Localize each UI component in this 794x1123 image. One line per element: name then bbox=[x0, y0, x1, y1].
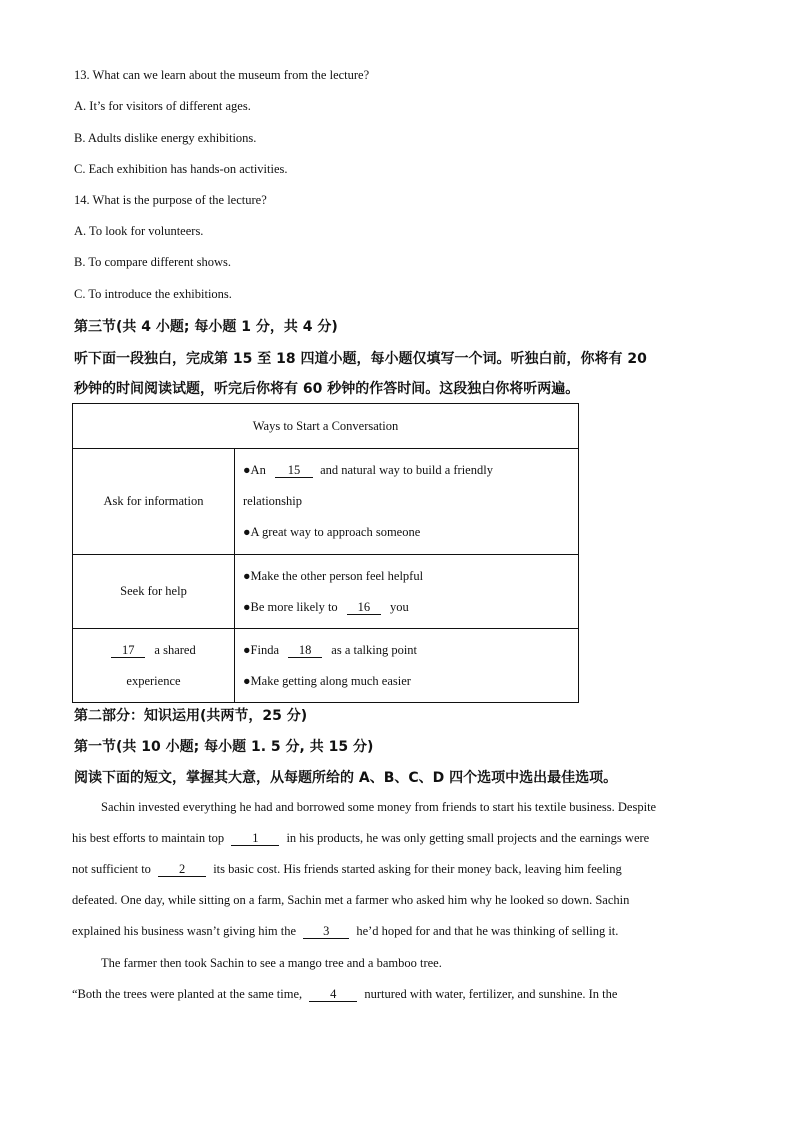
row-content-shared-experience bbox=[235, 629, 579, 703]
bullet-text: ●Make the other person feel helpful bbox=[243, 568, 424, 583]
passage-text: his best efforts to maintain top bbox=[72, 831, 225, 845]
blank-16[interactable]: 16 bbox=[347, 601, 381, 615]
passage-text: in his products, he was only getting small projects and the earnings were bbox=[286, 831, 650, 845]
q13-option-a: A. It’s for visitors of different ages. bbox=[74, 99, 251, 113]
conversation-table bbox=[72, 403, 579, 703]
passage-text: nurtured with water, fertilizer, and sunshine. In the bbox=[364, 987, 618, 1001]
row-label-shared-experience bbox=[73, 629, 235, 703]
bullet-text: ●Be more likely to bbox=[243, 599, 338, 614]
section3-instruction-line2: 秒钟的时间阅读试题，听完后你将有 60 秒钟的作答时间。这段独白你将听两遍。 bbox=[74, 381, 580, 397]
passage-text: “Both the trees were planted at the same time, bbox=[72, 987, 303, 1001]
q13-option-c: C. Each exhibition has hands-on activities. bbox=[74, 162, 288, 176]
section3-heading: 第三节(共 4 小题; 每小题 1 分，共 4 分) bbox=[74, 319, 338, 335]
q14-option-b: B. To compare different shows. bbox=[74, 255, 231, 269]
passage-line: defeated. One day, while sitting on a farm, Sachin met a farmer who asked him why he looked so down. Sachin bbox=[72, 893, 630, 907]
bullet-continuation: relationship bbox=[243, 494, 303, 508]
blank-17[interactable]: 17 bbox=[111, 644, 145, 658]
passage-line bbox=[72, 862, 622, 877]
passage-line: The farmer then took Sachin to see a mango tree and a bamboo tree. bbox=[101, 956, 442, 970]
table-title: Ways to Start a Conversation bbox=[73, 404, 579, 449]
passage-text: he’d hoped for and that he was thinking of selling it. bbox=[356, 924, 619, 938]
part2-instruction: 阅读下面的短文，掌握其大意，从每题所给的 A、B、C、D 四个选项中选出最佳选项。 bbox=[74, 770, 618, 786]
question-14: 14. What is the purpose of the lecture? bbox=[74, 193, 267, 207]
row-content-seek-help bbox=[235, 555, 579, 629]
passage-line: Sachin invested everything he had and borrowed some money from friends to start his textile business. Despite bbox=[101, 800, 657, 814]
passage-text: explained his business wasn’t giving him the bbox=[72, 924, 297, 938]
question-13: 13. What can we learn about the museum from the lecture? bbox=[74, 68, 370, 82]
passage-line bbox=[72, 987, 617, 1002]
bullet-text: ●An bbox=[243, 463, 266, 477]
bullet-text: and natural way to build a friendly bbox=[320, 463, 493, 477]
left-text: a shared bbox=[154, 642, 196, 657]
row-label-seek-help: Seek for help bbox=[73, 555, 235, 629]
bullet-text: ●Finda bbox=[243, 642, 280, 657]
table-row bbox=[73, 629, 579, 703]
q13-option-b: B. Adults dislike energy exhibitions. bbox=[74, 131, 257, 145]
bullet-text: ●Make getting along much easier bbox=[243, 673, 411, 688]
q14-option-a: A. To look for volunteers. bbox=[74, 224, 204, 238]
left-text: experience bbox=[126, 673, 181, 688]
blank-1[interactable]: 1 bbox=[231, 832, 279, 846]
passage-text: not sufficient to bbox=[72, 862, 151, 876]
blank-2[interactable]: 2 bbox=[158, 863, 206, 877]
table-row bbox=[73, 555, 579, 629]
table-row bbox=[73, 449, 579, 555]
part2-heading: 第二部分：知识运用(共两节，25 分) bbox=[74, 708, 308, 724]
q14-option-c: C. To introduce the exhibitions. bbox=[74, 287, 232, 301]
row-content-ask-information bbox=[235, 449, 579, 555]
blank-15[interactable]: 15 bbox=[275, 464, 313, 478]
passage-line bbox=[72, 924, 618, 939]
passage-line bbox=[72, 831, 649, 846]
blank-4[interactable]: 4 bbox=[309, 988, 357, 1002]
bullet-text: ●A great way to approach someone bbox=[243, 525, 421, 539]
row-label-ask-information: Ask for information bbox=[73, 449, 235, 555]
blank-18[interactable]: 18 bbox=[288, 644, 322, 658]
blank-3[interactable]: 3 bbox=[303, 925, 349, 939]
bullet-text: you bbox=[389, 599, 409, 614]
part2-section1-heading: 第一节(共 10 小题; 每小题 1. 5 分, 共 15 分) bbox=[74, 739, 374, 755]
bullet-text: as a talking point bbox=[331, 642, 418, 657]
passage-text: its basic cost. His friends started asking for their money back, leaving him feeling bbox=[213, 862, 622, 876]
section3-instruction-line1: 听下面一段独白，完成第 15 至 18 四道小题，每小题仅填写一个词。听独白前，你将有 20 bbox=[74, 351, 647, 367]
